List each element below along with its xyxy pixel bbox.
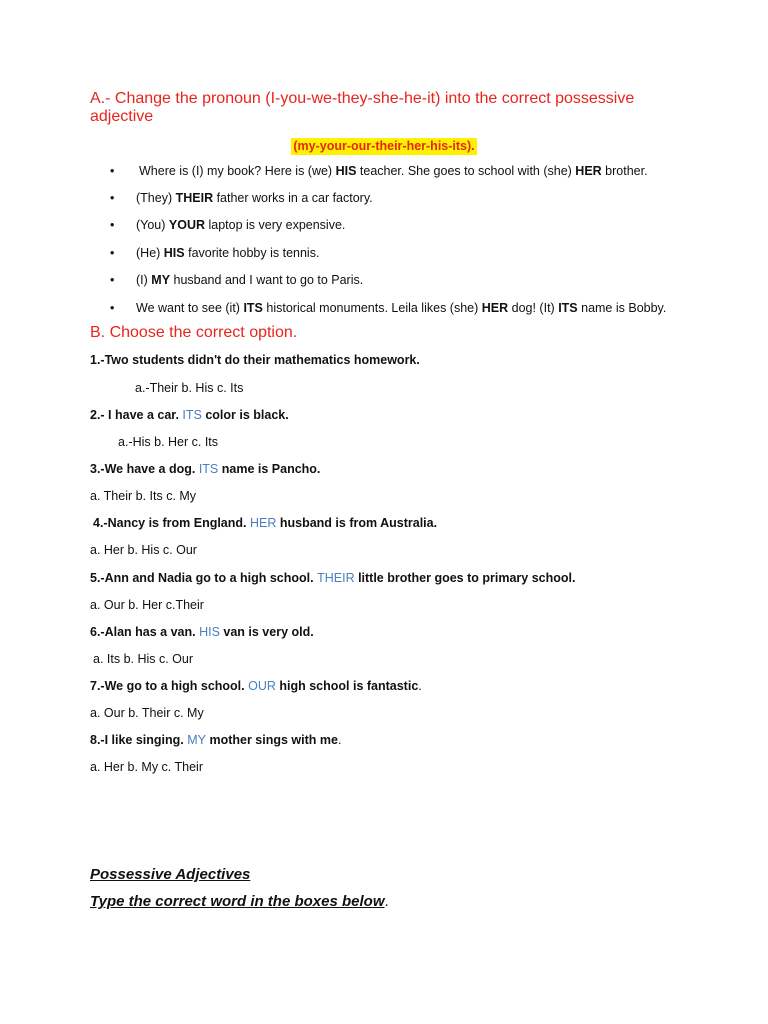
footer-title-possessive-adjectives: Possessive Adjectives <box>90 866 251 883</box>
question-text-end: little brother goes to primary school. <box>354 571 576 585</box>
question-8-options: a. Her b. My c. Their <box>90 760 203 774</box>
sentence-fragment: historical monuments. Leila likes (she) <box>262 301 482 315</box>
bullet-dot-icon: • <box>110 246 115 260</box>
answer-word: HIS <box>163 246 185 260</box>
answer-word: MY <box>151 273 171 287</box>
question-text: 8.-I like singing. <box>90 733 188 747</box>
question-text-end: high school is fantastic <box>275 679 419 693</box>
sentence-fragment: name is Bobby. <box>577 301 667 315</box>
bullet-text <box>136 191 373 205</box>
section-a-options-highlight: (my-your-our-their-her-his-its). <box>293 139 475 153</box>
bullet-text <box>136 301 666 315</box>
question-2 <box>90 408 289 422</box>
answer-word: HIS <box>335 164 357 178</box>
question-4-options: a. Her b. His c. Our <box>90 543 197 557</box>
question-answer: ITS <box>198 462 219 476</box>
question-text: 7.-We go to a high school. <box>90 679 249 693</box>
sentence-fragment: laptop is very expensive. <box>205 218 346 232</box>
question-answer: OUR <box>248 679 276 693</box>
question-4 <box>93 516 437 530</box>
question-text-end: van is very old. <box>219 625 314 639</box>
answer-word: ITS <box>558 301 578 315</box>
question-text: 1.-Two students didn't do their mathematics homework. <box>90 353 420 367</box>
answer-word: HER <box>481 301 509 315</box>
question-answer: HER <box>249 516 277 530</box>
answer-word: ITS <box>243 301 263 315</box>
sentence-fragment: (You) <box>136 218 169 232</box>
sentence-fragment: favorite hobby is tennis. <box>184 246 320 260</box>
section-a-title: A.- Change the pronoun (I-you-we-they-she-he-it) into the correct possessive adjective <box>90 90 635 125</box>
question-answer: ITS <box>182 408 202 422</box>
question-text: 2.- I have a car. <box>90 408 183 422</box>
bullet-dot-icon: • <box>110 218 115 232</box>
question-text-end: mother sings with me <box>206 733 338 747</box>
sentence-fragment: husband and I want to go to Paris. <box>170 273 364 287</box>
question-3-options: a. Their b. Its c. My <box>90 489 197 503</box>
sentence-fragment: Where is (I) my book? Here is (we) <box>139 164 336 178</box>
bullet-text <box>139 164 648 178</box>
question-6 <box>90 625 314 639</box>
question-3 <box>90 462 320 476</box>
question-8 <box>90 733 341 747</box>
sentence-fragment: We want to see (it) <box>136 301 244 315</box>
sentence-fragment: (I) <box>136 273 152 287</box>
bullet-dot-icon: • <box>110 164 115 178</box>
answer-word: THEIR <box>175 191 214 205</box>
footer-instruction-text: Type the correct word in the boxes below <box>90 893 385 910</box>
bullet-dot-icon: • <box>110 301 115 315</box>
question-7 <box>90 679 422 693</box>
question-text: 6.-Alan has a van. <box>90 625 200 639</box>
bullet-dot-icon: • <box>110 191 115 205</box>
sentence-fragment: teacher. She goes to school with (she) <box>356 164 576 178</box>
question-1 <box>90 353 420 367</box>
sentence-fragment: (He) <box>136 246 164 260</box>
footer-instruction <box>90 893 389 911</box>
question-text: 4.-Nancy is from England. <box>93 516 250 530</box>
question-period: . <box>418 679 422 693</box>
answer-word: HER <box>575 164 602 178</box>
section-a-options-row <box>0 137 768 155</box>
question-answer: HIS <box>199 625 220 639</box>
bullet-text <box>136 246 319 260</box>
question-text: 3.-We have a dog. <box>90 462 199 476</box>
section-b-title: B. Choose the correct option. <box>90 324 298 341</box>
bullet-dot-icon: • <box>110 273 115 287</box>
question-text-end: color is black. <box>201 408 289 422</box>
question-5 <box>90 571 575 585</box>
sentence-fragment: brother. <box>601 164 648 178</box>
question-1-options: a.-Their b. His c. Its <box>135 381 244 395</box>
sentence-fragment: (They) <box>136 191 176 205</box>
question-7-options: a. Our b. Their c. My <box>90 706 204 720</box>
question-text-end: name is Pancho. <box>218 462 321 476</box>
question-text-end: husband is from Australia. <box>276 516 438 530</box>
sentence-fragment: dog! (It) <box>508 301 559 315</box>
question-5-options: a. Our b. Her c.Their <box>90 598 204 612</box>
bullet-text <box>136 218 345 232</box>
question-6-options: a. Its b. His c. Our <box>93 652 194 666</box>
bullet-text <box>136 273 363 287</box>
question-text: 5.-Ann and Nadia go to a high school. <box>90 571 318 585</box>
question-2-options: a.-His b. Her c. Its <box>118 435 219 449</box>
question-answer: MY <box>187 733 206 747</box>
footer-instruction-period: . <box>384 893 389 910</box>
question-answer: THEIR <box>317 571 355 585</box>
sentence-fragment: father works in a car factory. <box>213 191 373 205</box>
answer-word: YOUR <box>168 218 206 232</box>
question-period: . <box>337 733 342 747</box>
